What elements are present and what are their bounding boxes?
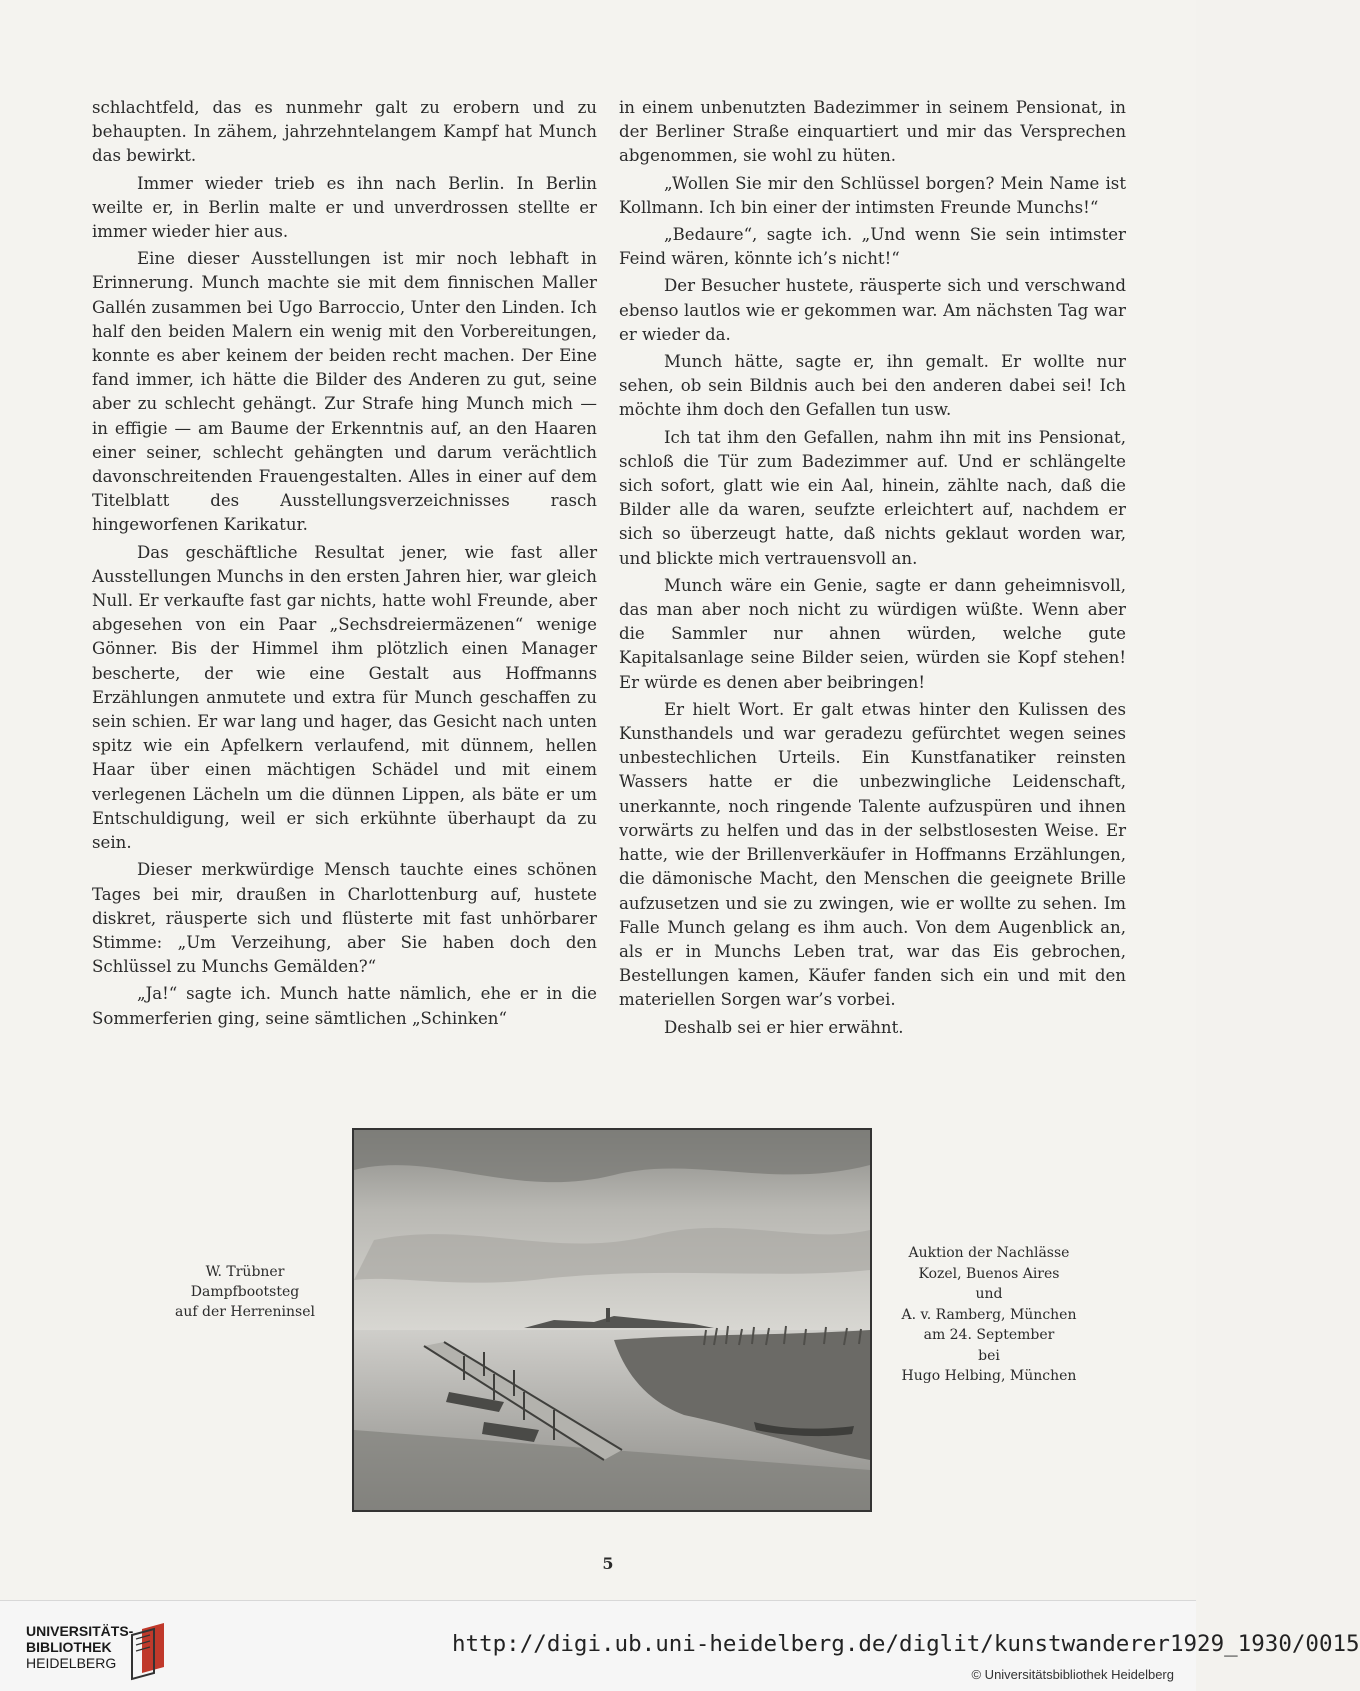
caption-artist bbox=[150, 1262, 340, 1322]
library-logo[interactable] bbox=[26, 1623, 226, 1679]
paragraph: Er hielt Wort. Er galt etwas hinter den Kulissen des Kunsthandels und war geradezu gefürchtet wegen seines unbestechlichen Urteils. Ein Kunstfanatiker reinsten Wassers hatte er die unbezwingliche Leidenschaft, unerkannte, noch ringende Talente aufzuspüren und ihnen vorwärts zu helfen und das in der selbstlosesten Weise. Er hatte, wie der Brillenverkäufer in Hoffmanns Erzählungen, die dämonische Macht, den Menschen die geeignete Brille aufzusetzen und sie zu zwingen, wie er wollte zu sehen. Im Falle Munch gelang es ihm auch. Von dem Augenblick an, als er in Munchs Leben trat, war das Eis gebrochen, Bestellungen kamen, Käufer fanden sich ein und mit den materiellen Sorgen war’s vorbei. bbox=[619, 699, 1126, 1010]
text-column-right bbox=[619, 96, 1126, 1043]
text-column-left bbox=[92, 96, 597, 1034]
paragraph: Deshalb sei er hier erwähnt. bbox=[664, 1017, 904, 1037]
caption-auction-line1: Auktion der Nachlässe bbox=[908, 1245, 1070, 1261]
caption-artist-name: W. Trübner bbox=[205, 1264, 285, 1280]
caption-title-line1: Dampfbootsteg bbox=[190, 1284, 300, 1300]
logo-text bbox=[26, 1623, 133, 1671]
paragraph: Das geschäftliche Resultat jener, wie fast aller Ausstellungen Munchs in den ersten Jahren hier, war gleich Null. Er verkaufte fast gar nichts, hatte wohl Freunde, aber abgesehen von ein Paar „Sechsdreiermäzenen“ wenige Gönner. Bis der Himmel ihm plötzlich einen Manager bescherte, der wie eine Gestalt aus Hoffmanns Erzählungen anmutete und extra für Munch geschaffen zu sein schien. Er war lang und hager, das Gesicht nach unten spitz wie ein Apfelkern verlaufend, mit dünnem, hellen Haar über einen mächtigen Schädel und mit einem verlegenen Lächeln um die dünnen Lippen, als bäte er um Entschuldigung, weil er sich erkühnte überhaupt da zu sein. bbox=[92, 542, 597, 853]
library-logo-icon bbox=[124, 1623, 178, 1679]
caption-auction-line6: bei bbox=[978, 1347, 1000, 1364]
page-number: 5 bbox=[602, 1554, 614, 1573]
logo-line2: BIBLIOTHEK bbox=[26, 1639, 112, 1655]
paragraph: „Wollen Sie mir den Schlüssel borgen? Mein Name ist Kollmann. Ich bin einer der intimsten Freunde Munchs!“ bbox=[619, 173, 1126, 217]
paragraph: Munch hätte, sagte er, ihn gemalt. Er wollte nur sehen, ob sein Bildnis auch bei den anderen dabei sei! Ich möchte ihm doch den Gefallen tun usw. bbox=[619, 352, 1126, 420]
permalink-url[interactable]: http://digi.ub.uni-heidelberg.de/diglit/kunstwanderer1929_1930/0015 bbox=[452, 1631, 1360, 1657]
paragraph: „Bedaure“, sagte ich. „Und wenn Sie sein intimster Feind wären, könnte ich’s nicht!“ bbox=[619, 225, 1126, 269]
paragraph: schlachtfeld, das es nunmehr galt zu erobern und zu behaupten. In zähem, jahrzehntelangem Kampf hat Munch das bewirkt. bbox=[92, 98, 597, 166]
copyright-notice: © Universitätsbibliothek Heidelberg bbox=[971, 1667, 1174, 1682]
paragraph: „Ja!“ sagte ich. Munch hatte nämlich, ehe er in die Sommerferien ging, seine sämtlichen „Schinken“ bbox=[92, 984, 597, 1028]
logo-line3: HEIDELBERG bbox=[26, 1655, 117, 1671]
paragraph: in einem unbenutzten Badezimmer in seinem Pensionat, in der Berliner Straße einquartiert und mir das Versprechen abgenommen, sie wohl zu hüten. bbox=[619, 98, 1126, 166]
caption-auction-line4: A. v. Ramberg, München bbox=[901, 1306, 1077, 1323]
logo-line1: UNIVERSITÄTS- bbox=[26, 1623, 134, 1639]
caption-auction-line7: Hugo Helbing, München bbox=[901, 1368, 1077, 1384]
paragraph: Eine dieser Ausstellungen ist mir noch lebhaft in Erinnerung. Munch machte sie mit dem finnischen Maller Gallén zusammen bei Ugo Barroccio, Unter den Linden. Ich half den beiden Malern ein wenig mit den Vorbereitungen, konnte es aber keinem der beiden recht machen. Der Eine fand immer, ich hätte die Bilder des Anderen zu gut, seine aber zu schlecht gehängt. Zur Strafe hing Munch mich — in effigie — am Baume der Erkenntnis auf, an den Haaren einer seiner, schlecht gehängten und darum verächtlich davonschreitenden Frauengestalten. Alles in einer auf dem Titelblatt des Ausstellungsverzeichnisses rasch hingeworfenen Karikatur. bbox=[92, 249, 597, 535]
caption-auction bbox=[880, 1243, 1098, 1387]
caption-title-line2: auf der Herreninsel bbox=[174, 1304, 315, 1320]
paragraph: Ich tat ihm den Gefallen, nahm ihn mit ins Pensionat, schloß die Tür zum Badezimmer auf. Und er schlängelte sich sofort, glatt wie ein Aal, hinein, zählte nach, daß die Bilder alle da waren, seufzte erleichtert auf, nachdem er sich so überzeugt hatte, daß nichts geklaut worden war, und blickte mich vertrauensvoll an. bbox=[619, 427, 1126, 568]
paragraph: Munch wäre ein Genie, sagte er dann geheimnisvoll, das man aber noch nicht zu würdigen wüßte. Wenn aber die Sammler nur ahnen würden, welche gute Kapitalsanlage seine Bilder seien, würden sie Kopf stehen! Er würde es denen aber beibringen! bbox=[619, 575, 1126, 692]
painting-image bbox=[352, 1128, 872, 1512]
library-footer bbox=[0, 1600, 1360, 1691]
caption-auction-line3: und bbox=[975, 1286, 1003, 1302]
caption-auction-line2: Kozel, Buenos Aires bbox=[918, 1265, 1060, 1282]
paragraph: Immer wieder trieb es ihn nach Berlin. In Berlin weilte er, in Berlin malte er und unverdrossen stellte er immer wieder hier aus. bbox=[92, 173, 597, 242]
caption-auction-line5: am 24. September bbox=[923, 1327, 1055, 1343]
paragraph: Dieser merkwürdige Mensch tauchte eines schönen Tages bei mir, draußen in Charlottenburg auf, hustete diskret, räusperte sich und flüsterte mit fast unhörbarer Stimme: „Um Verzeihung, aber Sie haben doch den Schlüssel zu Munchs Gemälden?“ bbox=[92, 860, 597, 977]
paragraph: Der Besucher hustete, räusperte sich und verschwand ebenso lautlos wie er gekommen war. Am nächsten Tag war er wieder da. bbox=[619, 276, 1126, 344]
